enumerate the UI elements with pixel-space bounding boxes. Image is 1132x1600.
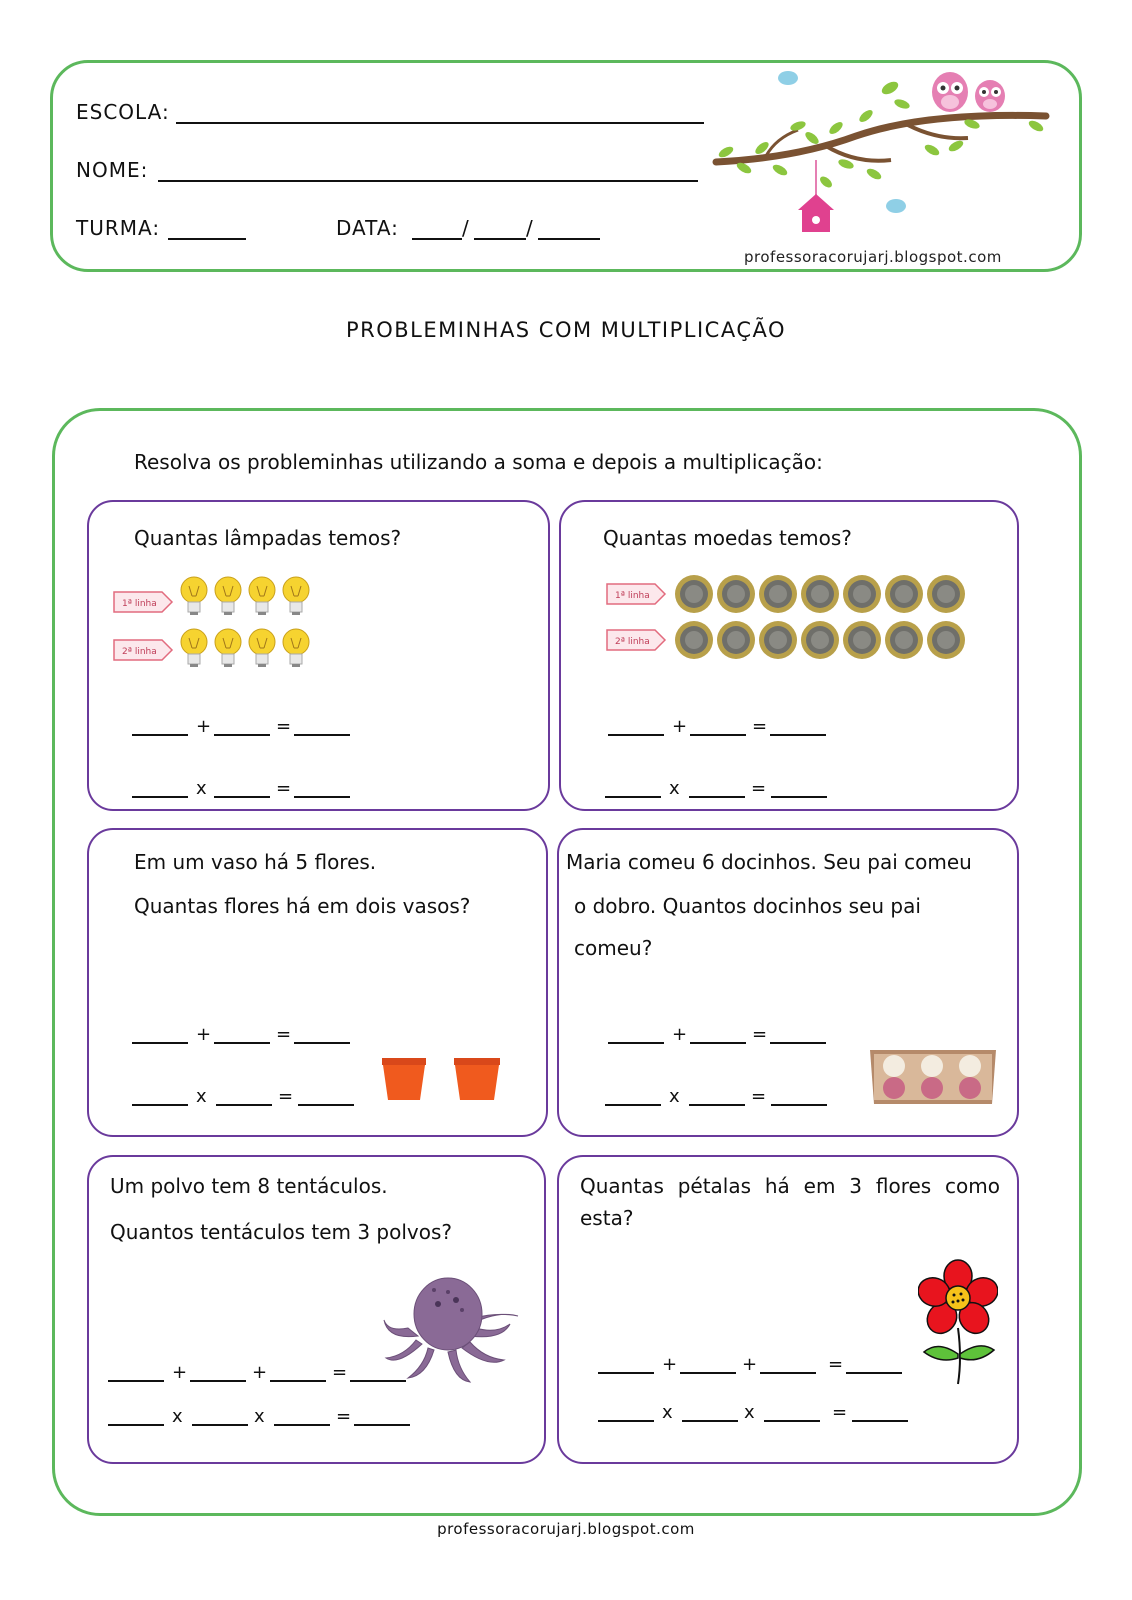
answer-blank[interactable] <box>689 796 745 798</box>
petals-sum-equation <box>598 1350 904 1374</box>
petals-product-equation <box>598 1398 910 1422</box>
octopus-sum-equation <box>108 1358 408 1382</box>
answer-blank[interactable] <box>690 734 746 736</box>
octopus-line-1: Um polvo tem 8 tentáculos. <box>110 1174 388 1198</box>
coins-image <box>672 572 968 664</box>
answer-blank[interactable] <box>214 1042 270 1044</box>
date-slash-1: / <box>462 216 470 240</box>
footer-site-url: professoracorujarj.blogspot.com <box>437 1520 695 1538</box>
page-title: PROBLEMINHAS COM MULTIPLICAÇÃO <box>345 318 787 342</box>
plus-sign: + <box>196 1024 212 1045</box>
times-sign: x <box>196 778 207 799</box>
header-site-url: professoracorujarj.blogspot.com <box>744 248 1002 266</box>
flowers-product-equation <box>132 1082 354 1106</box>
equals-sign: = <box>278 1086 294 1107</box>
plus-sign: + <box>252 1362 268 1383</box>
answer-blank[interactable] <box>771 1104 827 1106</box>
equals-sign: = <box>332 1362 348 1383</box>
coins-product-equation <box>605 774 829 798</box>
answer-blank[interactable] <box>214 734 270 736</box>
lamps-question: Quantas lâmpadas temos? <box>134 526 402 550</box>
answer-blank[interactable] <box>598 1420 654 1422</box>
petals-line-2: esta? <box>580 1206 634 1230</box>
escola-label: ESCOLA: <box>76 100 170 124</box>
month-field[interactable] <box>474 218 526 240</box>
flowers-sum-equation <box>132 1020 352 1044</box>
octopus-product-equation <box>108 1402 412 1426</box>
flowers-line-1: Em um vaso há 5 flores. <box>134 850 377 874</box>
flower-pots-image <box>380 1056 504 1104</box>
times-sign: x <box>196 1086 207 1107</box>
petals-line-1: Quantas pétalas há em 3 flores como <box>580 1174 1000 1198</box>
sweets-line-1: Maria comeu 6 docinhos. Seu pai comeu <box>566 850 972 874</box>
plus-sign: + <box>672 1024 688 1045</box>
plus-sign: + <box>672 716 688 737</box>
answer-blank[interactable] <box>132 734 188 736</box>
answer-blank[interactable] <box>605 796 661 798</box>
lamps-row1-label: 1ª linha <box>122 599 157 609</box>
answer-blank[interactable] <box>608 734 664 736</box>
date-slash-2: / <box>526 216 534 240</box>
answer-blank[interactable] <box>770 734 826 736</box>
equals-sign: = <box>828 1354 844 1375</box>
equals-sign: = <box>276 716 292 737</box>
row-tags-coins <box>605 576 675 660</box>
plus-sign: + <box>172 1362 188 1383</box>
answer-blank[interactable] <box>294 796 350 798</box>
answer-blank[interactable] <box>108 1424 164 1426</box>
lamps-product-equation <box>132 774 352 798</box>
sweets-line-3: comeu? <box>574 936 653 960</box>
flower-image <box>918 1258 998 1386</box>
times-sign: x <box>669 1086 680 1107</box>
equals-sign: = <box>751 1086 767 1107</box>
answer-blank[interactable] <box>682 1420 738 1422</box>
answer-blank[interactable] <box>274 1424 330 1426</box>
answer-blank[interactable] <box>216 1104 272 1106</box>
lamps-row2-label: 2ª linha <box>122 647 157 657</box>
answer-blank[interactable] <box>608 1042 664 1044</box>
answer-blank[interactable] <box>690 1042 746 1044</box>
equals-sign: = <box>751 778 767 799</box>
answer-blank[interactable] <box>760 1372 816 1374</box>
equals-sign: = <box>276 1024 292 1045</box>
answer-blank[interactable] <box>689 1104 745 1106</box>
equals-sign: = <box>832 1402 848 1423</box>
answer-blank[interactable] <box>770 1042 826 1044</box>
answer-blank[interactable] <box>771 796 827 798</box>
answer-blank[interactable] <box>270 1380 326 1382</box>
answer-blank[interactable] <box>132 796 188 798</box>
answer-blank[interactable] <box>294 734 350 736</box>
nome-label: NOME: <box>76 158 149 182</box>
lamps-image <box>178 574 318 678</box>
answer-blank[interactable] <box>354 1424 410 1426</box>
plus-sign: + <box>196 716 212 737</box>
equals-sign: = <box>276 778 292 799</box>
data-label: DATA: <box>336 216 399 240</box>
answer-blank[interactable] <box>852 1420 908 1422</box>
sweets-box-image <box>866 1040 1000 1108</box>
sweets-line-2: o dobro. Quantos docinhos seu pai <box>574 894 921 918</box>
answer-blank[interactable] <box>598 1372 654 1374</box>
escola-field[interactable] <box>176 102 704 124</box>
times-sign: x <box>669 778 680 799</box>
answer-blank[interactable] <box>298 1104 354 1106</box>
answer-blank[interactable] <box>108 1380 164 1382</box>
sweets-sum-equation <box>608 1020 828 1044</box>
equals-sign: = <box>336 1406 352 1427</box>
equals-sign: = <box>752 1024 768 1045</box>
turma-field[interactable] <box>168 218 246 240</box>
plus-sign: + <box>742 1354 758 1375</box>
answer-blank[interactable] <box>190 1380 246 1382</box>
day-field[interactable] <box>412 218 462 240</box>
times-sign: x <box>172 1406 183 1427</box>
answer-blank[interactable] <box>846 1372 902 1374</box>
octopus-line-2: Quantos tentáculos tem 3 polvos? <box>110 1220 453 1244</box>
turma-label: TURMA: <box>76 216 161 240</box>
times-sign: x <box>254 1406 265 1427</box>
answer-blank[interactable] <box>132 1104 188 1106</box>
year-field[interactable] <box>538 218 600 240</box>
nome-field[interactable] <box>158 160 698 182</box>
row-tags-lamps <box>112 582 182 672</box>
answer-blank[interactable] <box>192 1424 248 1426</box>
instructions: Resolva os probleminhas utilizando a soma e depois a multiplicação: <box>134 450 823 474</box>
coins-sum-equation <box>608 712 828 736</box>
answer-blank[interactable] <box>132 1042 188 1044</box>
plus-sign: + <box>662 1354 678 1375</box>
answer-blank[interactable] <box>605 1104 661 1106</box>
flowers-line-2: Quantas flores há em dois vasos? <box>134 894 471 918</box>
times-sign: x <box>744 1402 755 1423</box>
owl-branch-illustration <box>706 64 1056 244</box>
coins-row1-label: 1ª linha <box>615 591 650 601</box>
equals-sign: = <box>752 716 768 737</box>
answer-blank[interactable] <box>764 1420 820 1422</box>
lamps-sum-equation <box>132 712 352 736</box>
answer-blank[interactable] <box>680 1372 736 1374</box>
times-sign: x <box>662 1402 673 1423</box>
answer-blank[interactable] <box>214 796 270 798</box>
answer-blank[interactable] <box>350 1380 406 1382</box>
coins-question: Quantas moedas temos? <box>603 526 852 550</box>
sweets-product-equation <box>605 1082 829 1106</box>
answer-blank[interactable] <box>294 1042 350 1044</box>
coins-row2-label: 2ª linha <box>615 637 650 647</box>
